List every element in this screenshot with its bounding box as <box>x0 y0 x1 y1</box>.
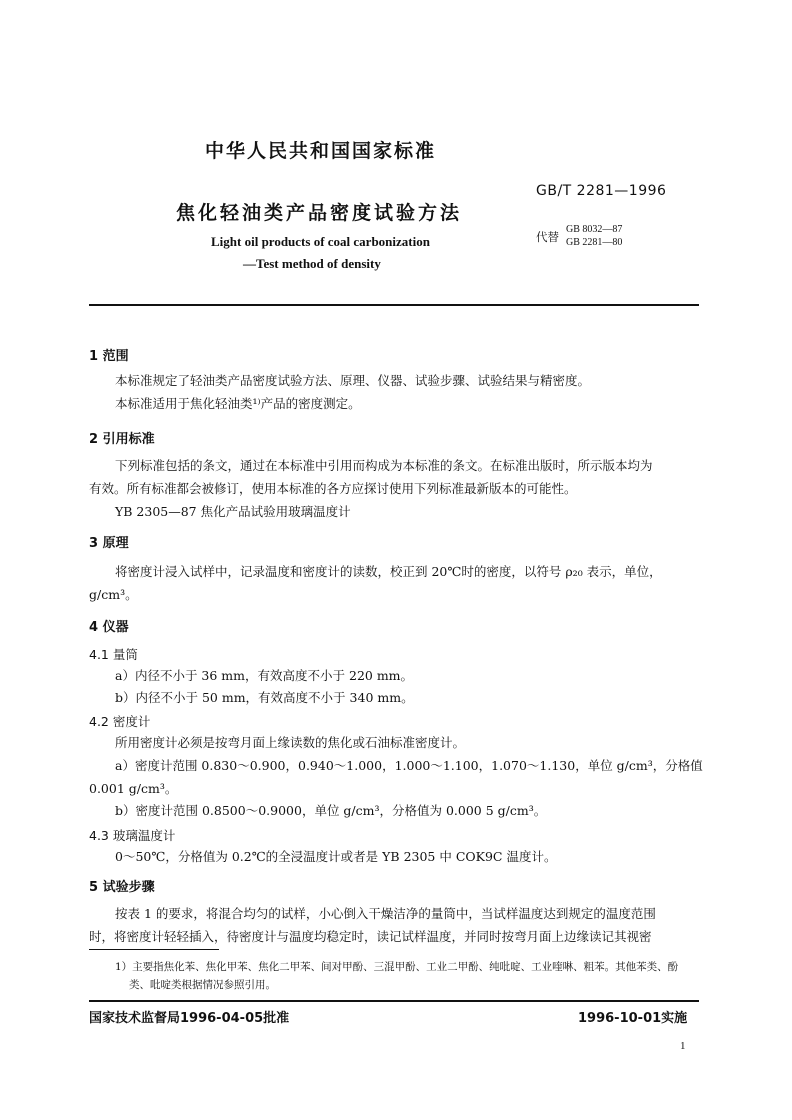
section-4-heading: 4 仪器 <box>89 620 129 635</box>
section-4-2-item-b: b）密度计范围 0.8500～0.9000，单位 g/cm³，分格值为 0.000 5 g/cm³。 <box>115 803 547 818</box>
standard-code: GB/T 2281—1996 <box>536 183 667 199</box>
document-title: 焦化轻油类产品密度试验方法 <box>176 202 463 224</box>
implementation-date: 1996-10-01实施 <box>578 1011 688 1026</box>
section-2-heading: 2 引用标准 <box>89 432 155 447</box>
section-2-reference: YB 2305—87 焦化产品试验用玻璃温度计 <box>115 504 351 519</box>
section-3-para-line-1: 将密度计浸入试样中，记录温度和密度计的读数，校正到 20℃时的密度，以符号 ρ₂₀ 表示，单位， <box>115 564 662 579</box>
section-4-2-item-a-line-2: 0.001 g/cm³。 <box>89 781 178 796</box>
section-1-para-1: 本标准规定了轻油类产品密度试验方法、原理、仪器、试验步骤、试验结果与精密度。 <box>115 373 591 388</box>
section-1-para-2: 本标准适用于焦化轻油类¹⁾产品的密度测定。 <box>115 396 361 411</box>
section-2-para-line-1: 下列标准包括的条文，通过在本标准中引用而构成为本标准的条文。在标准出版时，所示版本均为 <box>115 458 653 473</box>
english-title-line-1: Light oil products of coal carbonization <box>211 234 430 249</box>
section-5-para-line-2: 时，将密度计轻轻插入，待密度计与温度均稳定时，读记试样温度，并同时按弯月面上边缘读记其视密 <box>89 929 652 944</box>
approval-date: 国家技术监督局1996-04-05批准 <box>89 1011 290 1026</box>
replaces-standard-2: GB 2281—80 <box>566 237 623 248</box>
section-4-1-item-b: b）内径不小于 50 mm，有效高度不小于 340 mm。 <box>115 690 414 705</box>
section-4-1-heading: 4.1 量筒 <box>89 647 138 662</box>
section-4-2-item-a-line-1: a）密度计范围 0.830～0.900，0.940～1.000，1.000～1.100，1.070～1.130，单位 g/cm³，分格值 <box>115 758 703 773</box>
section-4-2-heading: 4.2 密度计 <box>89 714 151 729</box>
section-5-heading: 5 试验步骤 <box>89 880 155 895</box>
section-2-para-line-2: 有效。所有标准都会被修订，使用本标准的各方应探讨使用下列标准最新版本的可能性。 <box>89 481 577 496</box>
page-number: 1 <box>680 1040 686 1052</box>
footer-rule <box>89 1000 699 1002</box>
section-4-2-para: 所用密度计必须是按弯月面上缘读数的焦化或石油标准密度计。 <box>115 735 466 750</box>
footnote-rule <box>89 949 219 950</box>
section-3-para-line-2: g/cm³。 <box>89 587 138 602</box>
section-1-heading: 1 范围 <box>89 349 129 364</box>
replaces-standard-1: GB 8032—87 <box>566 224 623 235</box>
section-4-1-item-a: a）内径不小于 36 mm，有效高度不小于 220 mm。 <box>115 668 414 683</box>
section-4-3-heading: 4.3 玻璃温度计 <box>89 828 176 843</box>
section-3-heading: 3 原理 <box>89 536 129 551</box>
national-standard-title: 中华人民共和国国家标准 <box>205 140 437 162</box>
english-title-line-2: —Test method of density <box>243 256 381 271</box>
header-rule <box>89 304 699 306</box>
footnote-line-2: 类、吡啶类根据情况参照引用。 <box>129 979 276 991</box>
footnote-line-1: 1）主要指焦化苯、焦化甲苯、焦化二甲苯、间对甲酚、三混甲酚、工业二甲酚、纯吡啶、工业喹啉、粗苯。其他苯类、酚 <box>115 961 679 973</box>
replaces-label: 代替 <box>536 230 559 244</box>
section-4-3-para: 0～50℃，分格值为 0.2℃的全浸温度计或者是 YB 2305 中 COK9C 温度计。 <box>115 849 557 864</box>
section-5-para-line-1: 按表 1 的要求，将混合均匀的试样，小心倒入干燥洁净的量筒中，当试样温度达到规定的温度范围 <box>115 906 656 921</box>
